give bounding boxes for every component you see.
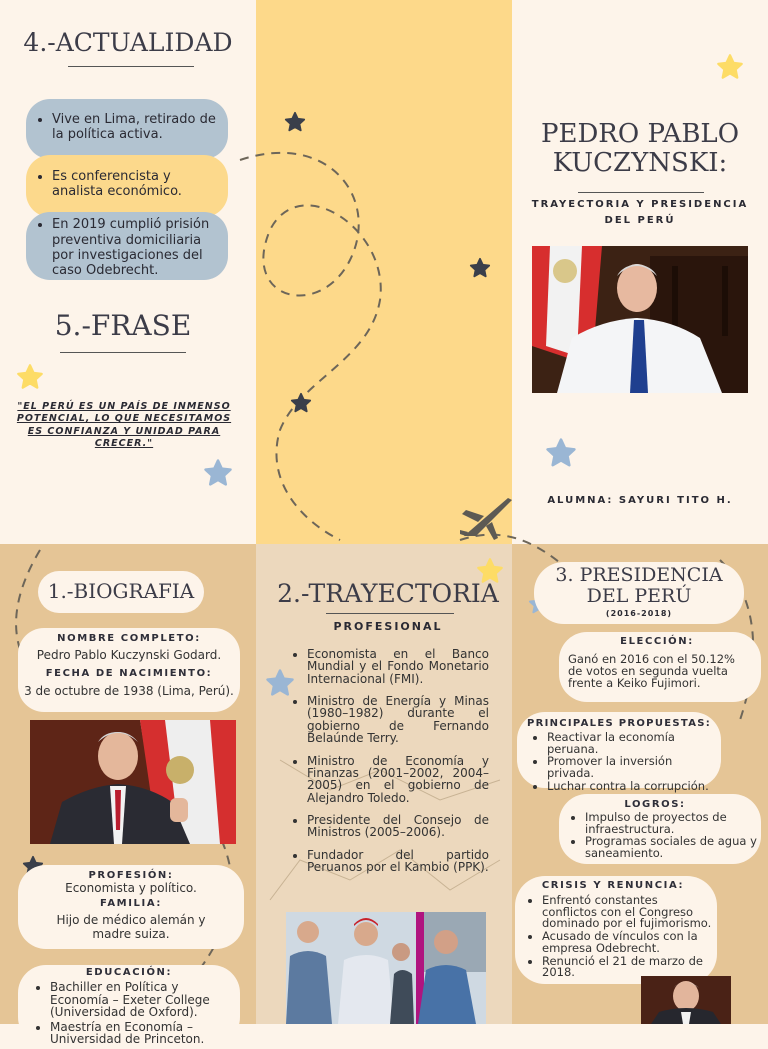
cover-student: ALUMNA: SAYURI TITO H. [547, 495, 733, 506]
list-item: • Impulso de proyectos de infraestructura. [585, 812, 761, 835]
cover-subtitle: TRAYECTORIA Y PRESIDENCIA DEL PERÚ [531, 199, 749, 226]
list-item: • Maestría en Economía – Universidad de Princeton. [50, 1021, 236, 1046]
presidencia-years: (2016-2018) [605, 609, 673, 618]
trayectoria-subtitle: PROFESIONAL [333, 620, 443, 633]
trayectoria-photo-crowd [286, 912, 486, 1024]
cover-title-line2: KUCZYNSKI: [552, 148, 728, 179]
biografia-title: 1.-BIOGRAFIA [47, 579, 195, 603]
list-item: • Presidente del Consejo de Ministros (2005–2006). [307, 814, 489, 839]
educacion-list [36, 981, 236, 1049]
list-item: • Renunció el 21 de marzo de 2018. [542, 956, 714, 979]
crisis-label: CRISIS Y RENUNCIA: [541, 880, 685, 891]
profesion-label: PROFESIÓN: [88, 870, 174, 881]
presidencia-title-line2: DEL PERÚ [586, 584, 692, 607]
list-item: • Vive en Lima, retirado de la política activa. [52, 112, 224, 143]
crisis-list [528, 895, 714, 982]
trayectoria-title: 2.-TRAYECTORIA [277, 579, 499, 608]
star-icon [16, 363, 44, 391]
presidencia-photo-pedro-pablo-kuczynski [641, 976, 731, 1024]
title-divider [326, 613, 454, 614]
nacimiento-label: FECHA DE NACIMIENTO: [45, 668, 213, 679]
familia-value: Hijo de médico alemán y madre suiza. [56, 913, 206, 942]
title-divider [68, 66, 194, 67]
list-item: • En 2019 cumplió prisión preventiva domiciliaria por investigaciones del caso Odebrecht. [52, 217, 224, 278]
star-icon [203, 458, 233, 488]
presidencia-title [534, 565, 744, 607]
eleccion-value: Ganó en 2016 con el 50.12% de votos en segunda vuelta frente a Keiko Fujimori. [568, 652, 735, 691]
list-item: • Promover la inversión privada. [547, 756, 721, 779]
airplane-icon [458, 492, 514, 540]
star-icon [469, 257, 491, 279]
list-item: • Reactivar la economía peruana. [547, 732, 721, 755]
frase-title: 5.-FRASE [54, 309, 192, 342]
list-item: • Economista en el Banco Mundial y el Fondo Monetario Internacional (FMI). [307, 648, 489, 685]
biografia-photo-pedro-pablo-kuczynski [30, 720, 236, 844]
propuestas-list [533, 732, 721, 796]
cover-title-line1: PEDRO PABLO [540, 119, 740, 149]
frase-quote: "EL PERÚ ES UN PAÍS DE INMENSO POTENCIAL, LO QUE NECESITAMOS ES CONFIANZA Y UNIDAD PARA CRECER." [16, 401, 232, 450]
eleccion-label: ELECCIÓN: [620, 636, 694, 647]
actualidad-list [38, 112, 224, 282]
list-item: • Luchar contra la corrupción. [547, 781, 721, 793]
list-item: • Ministro de Economía y Finanzas (2001–2002, 2004–2005) en el gobierno de Alejandro Toledo. [307, 755, 489, 804]
logros-list [571, 812, 761, 863]
logros-label: LOGROS: [624, 799, 686, 810]
list-item: • Acusado de vínculos con la empresa Odebrecht. [542, 931, 714, 954]
profesion-value: Economista y político. [65, 881, 197, 895]
familia-label: FAMILIA: [100, 898, 162, 909]
actualidad-title: 4.-ACTUALIDAD [23, 28, 233, 57]
educacion-label: EDUCACIÓN: [85, 967, 173, 978]
trayectoria-list [293, 648, 489, 876]
propuestas-label: PRINCIPALES PROPUESTAS: [526, 718, 712, 729]
star-icon [265, 668, 295, 698]
list-item: • Ministro de Energía y Minas (1980–1982) durante el gobierno de Fernando Belaúnde Terry. [307, 695, 489, 744]
nombre-label: NOMBRE COMPLETO: [57, 633, 201, 644]
star-icon [290, 392, 312, 414]
title-divider [60, 352, 186, 353]
cover-title [512, 120, 768, 179]
list-item: • Bachiller en Política y Economía – Exeter College (Universidad de Oxford). [50, 981, 236, 1019]
star-icon [284, 111, 306, 133]
title-divider [578, 192, 704, 193]
presidencia-title-line1: 3. PRESIDENCIA [555, 564, 723, 586]
star-icon [716, 53, 744, 81]
list-item: • Es conferencista y analista económico. [52, 169, 224, 200]
list-item: • Programas sociales de agua y saneamiento. [585, 836, 761, 859]
star-icon [545, 437, 577, 469]
list-item: • Fundador del partido Peruanos por el Kambio (PPK). [307, 849, 489, 874]
cover-photo-pedro-pablo-kuczynski [532, 246, 748, 393]
nacimiento-value: 3 de octubre de 1938 (Lima, Perú). [24, 684, 234, 698]
list-item: • Enfrentó constantes conflictos con el Congreso dominado por el fujimorismo. [542, 895, 714, 930]
nombre-value: Pedro Pablo Kuczynski Godard. [36, 648, 222, 662]
